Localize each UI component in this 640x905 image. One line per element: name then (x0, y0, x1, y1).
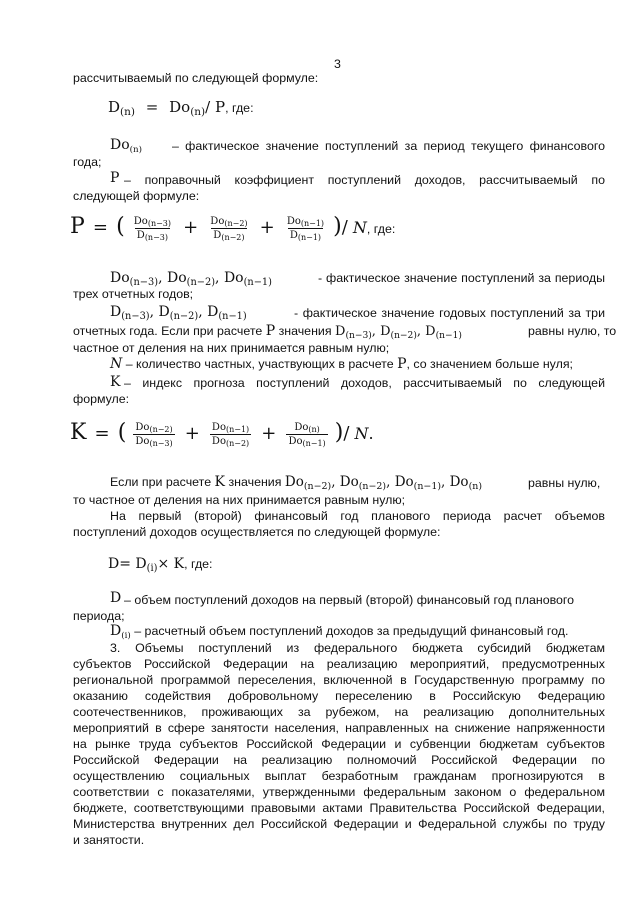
paragraph-line: На первый (второй) финансовый год планового периода расчет объемов (110, 509, 605, 523)
page-number: 3 (334, 57, 341, 71)
paragraph-line: оказанию содействия добровольному переселению в Российскую Федерацию (73, 689, 605, 703)
paragraph-line: Министерства внутренних дел Российской Федерации и Федеральной службы по труду (73, 817, 605, 831)
paragraph-line: $Do_{(n-3)}$, $Do_{(n-2)}$, $Do_{(n-1)}$ (110, 270, 272, 288)
paragraph-line: поступлений доходов осуществляется по следующей формуле: (73, 525, 441, 539)
paragraph-line: $D_{(n-3)}$, $D_{(n-2)}$, $D_{(n-1)}$ (110, 304, 247, 322)
paragraph-line: рассчитываемый по следующей формуле: (73, 71, 319, 85)
formula-k: K = ( $\frac{Do_{(n-2)}}{Do_{(n-3)}}$ + $\frac{Do_{(n-1)}}{Do_{(n-2)}}$ + $\frac{Do_{(n)}}{Do_{(n-1)}}$ )/ N. (70, 420, 374, 448)
paragraph-line: на рынке труда субъектов Российской Федерации и субвенции бюджетам субъектов (73, 737, 605, 751)
paragraph-line: - фактическое значение годовых поступлений за три (294, 306, 605, 320)
paragraph-line: формуле: (73, 392, 130, 406)
paragraph-line: – поправочный коэффициент поступлений доходов, рассчитываемый по (124, 173, 605, 187)
paragraph-line: D (110, 590, 122, 606)
paragraph-line: 3. Объемы поступлений из федерального бюджета субсидий бюджетам (110, 641, 605, 655)
paragraph-line: $D_{(i)}$ – расчетный объем поступлений доходов за предыдущий финансовый год. (110, 623, 569, 641)
formula-d: $D= D_{(i)}\times K$, где: (108, 556, 213, 574)
paragraph-line: трех отчетных годов; (73, 287, 194, 301)
paragraph-line: – фактическое значение поступлений за период текущего финансового (172, 139, 605, 153)
paragraph-line: региональной программой переселения, включенной в Государственную программу по (73, 673, 605, 687)
paragraph-line: следующей формуле: (73, 189, 200, 203)
formula-d-n: $D_{(n)} = Do_{(n)}/$ P, где: (108, 98, 254, 118)
paragraph-line: периода; (73, 609, 125, 623)
paragraph-line: K (110, 374, 121, 390)
paragraph-line: и занятости. (73, 833, 145, 847)
paragraph-line: года; (73, 155, 102, 169)
paragraph-line: осуществлению социальных выплат безработным гражданам прогнозируются в (73, 769, 605, 783)
paragraph-line: равны нулю, то (528, 324, 617, 338)
paragraph-line: частное от деления на них принимается равным нулю; (73, 341, 390, 355)
paragraph-line: $Do_{(n)}$ (110, 137, 142, 155)
paragraph-line: отчетных года. Если при расчете P значения $D_{(n-3)}$, $D_{(n-2)}$, $D_{(n-1)}$ (73, 323, 462, 341)
paragraph-line: бюджете, соответствующими правовыми актами Правительства Российской Федерации, (73, 801, 605, 815)
paragraph-line: N – количество частных, участвующих в расчете P, со значением больше нуля; (110, 356, 573, 372)
paragraph-line: – объем поступлений доходов на первый (второй) финансовый год планового (124, 593, 575, 607)
paragraph-line: – индекс прогноза поступлений доходов, рассчитываемый по следующей (124, 376, 605, 390)
paragraph-line: то частное от деления на них принимается равным нулю; (73, 493, 406, 507)
paragraph-line: Если при расчете K значения $Do_{(n-2)}$, $Do_{(n-2)}$, $Do_{(n-1)}$, $Do_{(n)}$ (110, 474, 483, 492)
paragraph-line: равны нулю, (528, 476, 601, 490)
paragraph-line: P (110, 170, 120, 186)
paragraph-line: мероприятий в сфере занятости населения, направленных на снижение напряженности (73, 721, 605, 735)
formula-p: P = ( $\frac{Do_{(n-3)}}{D_{(n-3)}}$ + $\frac{Do_{(n-2)}}{D_{(n-2)}}$ + $\frac{Do_{(n-1)}}{D_{(n-1)}}$ )/ N, где: (70, 214, 396, 242)
paragraph-line: - фактическое значение поступлений за периоды (318, 271, 605, 285)
paragraph-line: Российской Федерации на реализацию полномочий Российской Федерации по (73, 753, 605, 767)
paragraph-line: соответствии с показателями, утвержденными федеральным законом о федеральном (73, 785, 605, 799)
paragraph-line: субъектов Российской Федерации на реализацию мероприятий, предусмотренных (73, 657, 605, 671)
paragraph-line: соотечественников, проживающих за рубежом, на реализацию дополнительных (73, 705, 605, 719)
